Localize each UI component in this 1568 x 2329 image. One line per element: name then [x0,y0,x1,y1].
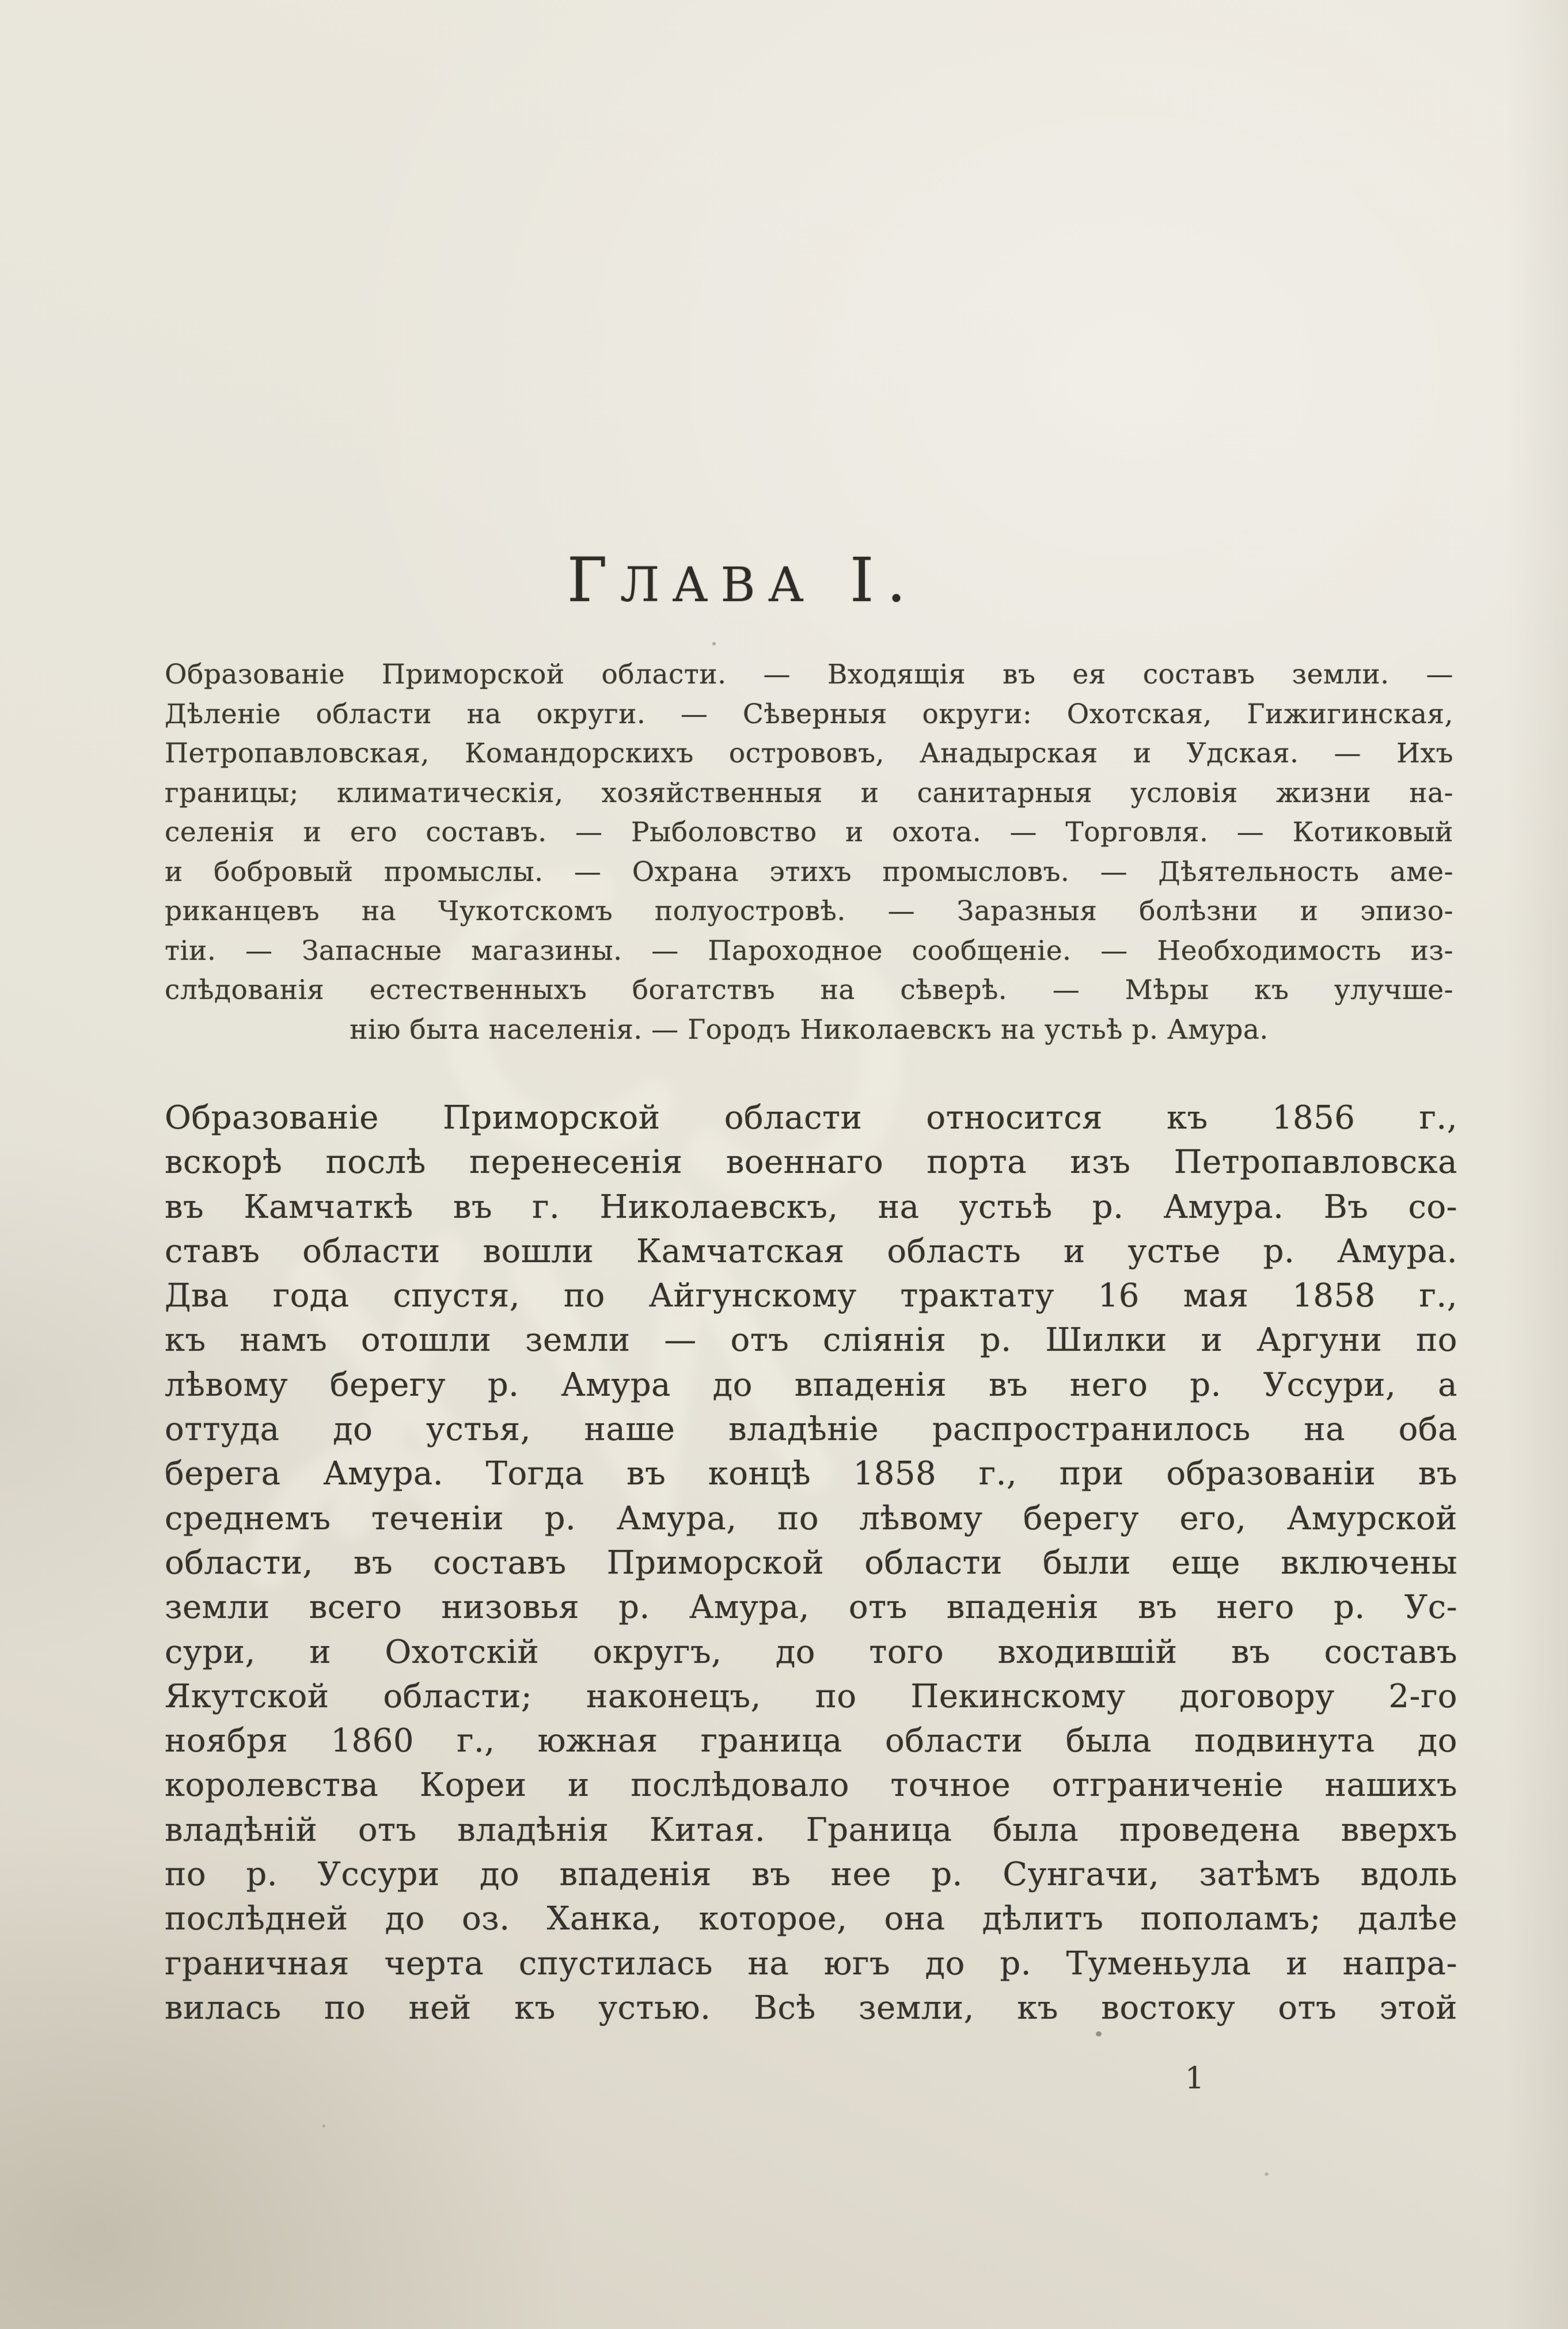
summary-line: риканцевъ на Чукотскомъ полуостровѣ. — Заразныя болѣзни и эпизо- [165,895,1453,927]
summary-line: Петропавловская, Командорскихъ острововъ, Анадырская и Удская. — Ихъ [165,738,1453,769]
paper-speck [712,642,716,645]
body-line: ставъ области вошли Камчатская область и устье р. Амура. [165,1232,1457,1270]
body-line: вскорѣ послѣ перенесенія военнаго порта изъ Петропавловска [165,1143,1457,1181]
body-line: къ намъ отошли земли — отъ сліянія р. Шилки и Аргуни по [165,1321,1457,1359]
heading-numeral: I. [849,545,919,616]
summary-line: тіи. — Запасные магазины. — Пароходное сообщеніе. — Необходимость из- [165,934,1453,967]
body-line: берега Амура. Тогда въ концѣ 1858 г., при образованіи въ [165,1455,1457,1493]
body-line: граничная черта спустилась на югъ до р. Туменьула и напра- [165,1944,1457,1982]
body-line: королевства Кореи и послѣдовало точное отграниченіе нашихъ [165,1766,1457,1804]
body-line: среднемъ теченіи р. Амура, по лѣвому берегу его, Амурской [165,1499,1457,1537]
body-line: въ Камчаткѣ въ г. Николаевскъ, на устьѣ р. Амура. Въ со- [165,1188,1457,1226]
paper-speck [322,2125,325,2127]
chapter-summary [165,655,1453,1050]
body-line: сури, и Охотскій округъ, до того входившій въ составъ [165,1633,1457,1671]
summary-line: Дѣленіе области на округи. — Сѣверныя округи: Охотская, Гижигинская, [165,698,1453,730]
body-line: Два года спустя, по Айгунскому трактату 16 мая 1858 г., [165,1277,1457,1315]
heading-initial: Г [567,545,620,616]
paper-speck [1265,2172,1269,2176]
summary-line: нію быта населенія. — Городъ Николаевскъ на устьѣ р. Амура. [350,1013,1269,1046]
paper-speck [1096,2031,1102,2037]
body-line: владѣній отъ владѣнія Китая. Граница была проведена вверхъ [165,1811,1457,1849]
body-line: Якутской области; наконецъ, по Пекинскому договору 2-го [165,1677,1457,1715]
body-line: Образованіе Приморской области относится къ 1856 г., [165,1099,1457,1137]
body-paragraph [165,1096,1457,2030]
heading-smallcaps: ЛАВА [620,558,817,613]
body-line: земли всего низовья р. Амура, отъ впаденія въ него р. Ус- [165,1589,1457,1627]
page-number: 1 [1185,2061,1205,2096]
body-line: вилась по ней къ устью. Всѣ земли, къ востоку отъ этой [165,1989,1457,2027]
body-line: ноября 1860 г., южная граница области была подвинута до [165,1722,1457,1760]
summary-line: селенія и его составъ. — Рыболовство и охота. — Торговля. — Котиковый [165,816,1453,848]
summary-line: и бобровый промыслы. — Охрана этихъ промысловъ. — Дѣятельность аме- [165,856,1453,888]
body-line: области, въ составъ Приморской области были еще включены [165,1544,1457,1582]
summary-line: границы; климатическія, хозяйственныя и санитарныя условія жизни на- [165,777,1453,809]
summary-line: Образованіе Приморской области. — Входящія въ ея составъ земли. — [165,659,1453,690]
body-line: лѣвому берегу р. Амура до впаденія въ него р. Уссури, а [165,1366,1457,1404]
chapter-heading [144,545,1342,616]
body-line: оттуда до устья, наше владѣніе распространилось на оба [165,1411,1457,1449]
body-line: послѣдней до оз. Ханка, которое, она дѣлитъ пополамъ; далѣе [165,1900,1457,1938]
body-line: по р. Уссури до впаденія въ нее р. Сунгачи, затѣмъ вдоль [165,1856,1457,1894]
summary-line: слѣдованія естественныхъ богатствъ на сѣверѣ. — Мѣры къ улучше- [165,974,1453,1006]
